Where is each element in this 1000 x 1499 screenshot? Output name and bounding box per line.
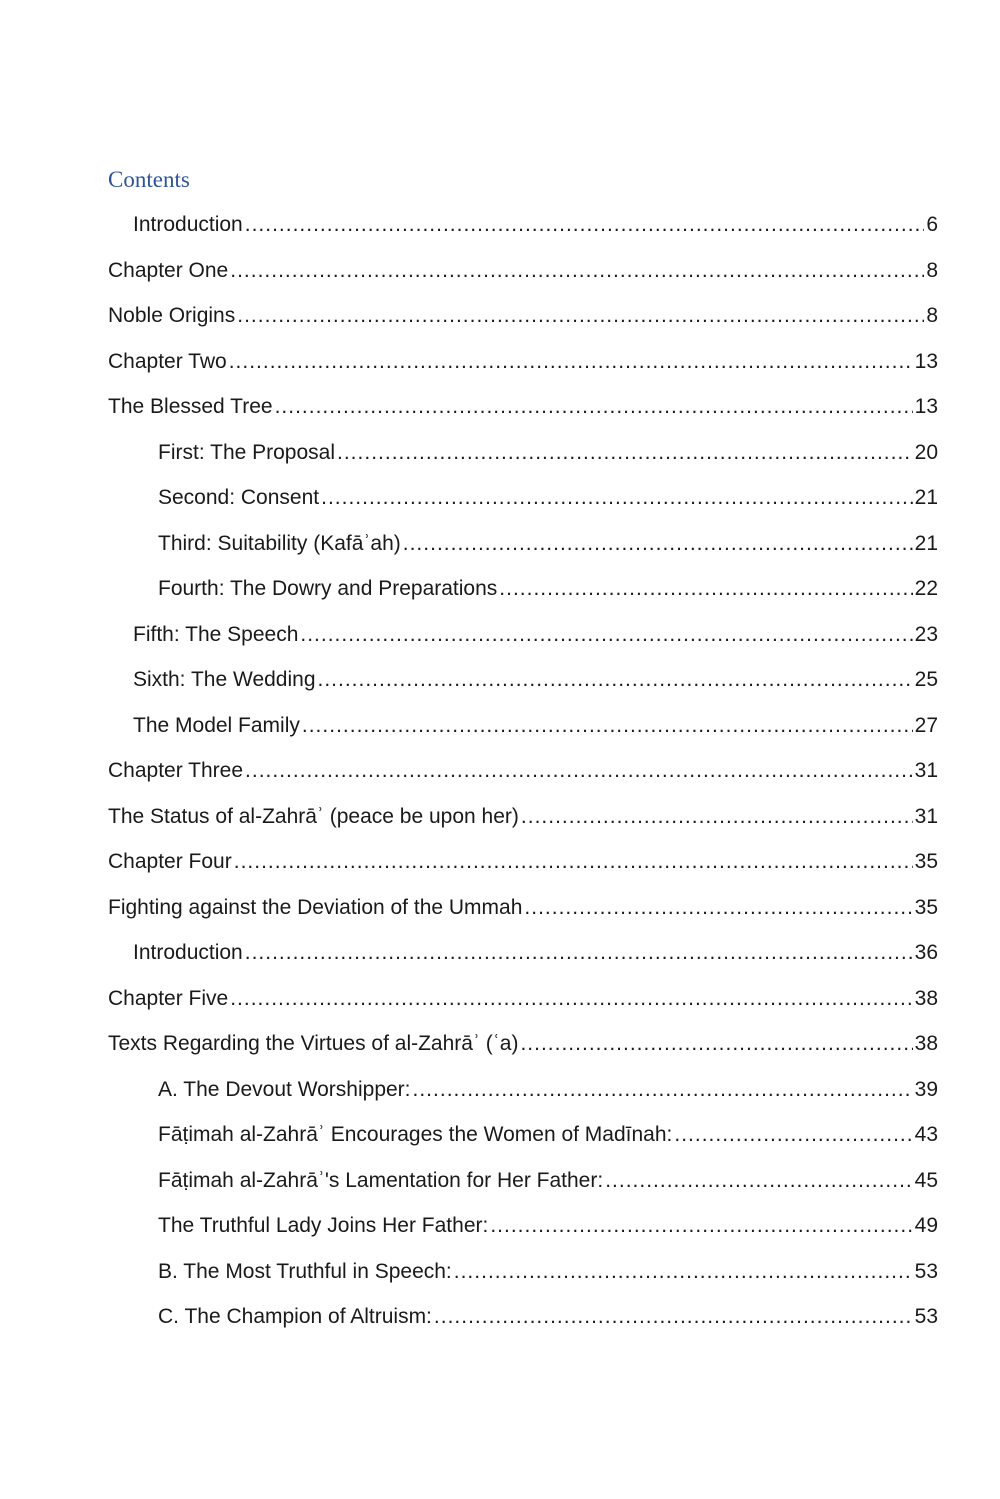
toc-entry-title: Chapter Four: [108, 850, 232, 873]
toc-entry-title: Chapter Two: [108, 349, 227, 373]
toc-dot-leader: [237, 293, 924, 339]
toc-entry-title: Noble Origins: [108, 304, 236, 327]
toc-entry-title: The Status of al-Zahrāʾ (peace be upon her): [108, 804, 519, 828]
toc-dot-leader: [230, 248, 924, 294]
toc-entry-page-number: 38: [914, 1032, 938, 1055]
toc-dot-leader: [245, 202, 925, 248]
toc-entry-title: Fourth: The Dowry and Preparations: [158, 577, 498, 600]
toc-entry-page-number: 27: [914, 713, 938, 737]
toc-entry-page-number: 53: [914, 1259, 938, 1283]
toc-entry-page-number: 43: [914, 1123, 938, 1146]
toc-dot-leader: [321, 475, 913, 521]
toc-entry-title: Chapter One: [108, 258, 229, 282]
toc-entry-page-number: 8: [926, 304, 938, 327]
toc-entry-page-number: 38: [914, 986, 938, 1010]
toc-entry[interactable]: [0, 703, 1000, 749]
toc-entry-page-number: 21: [914, 531, 938, 555]
toc-entry-page-number: 8: [926, 258, 938, 282]
toc-dot-leader: [230, 976, 912, 1022]
toc-entry[interactable]: [0, 430, 1000, 476]
toc-dot-leader: [275, 384, 913, 430]
toc-dot-leader: [499, 566, 912, 612]
toc-dot-leader: [300, 612, 912, 658]
toc-dot-leader: [302, 703, 913, 749]
toc-dot-leader: [413, 1067, 913, 1113]
toc-entry-page-number: 53: [914, 1305, 938, 1328]
toc-entry-title: B. The Most Truthful in Speech:: [158, 1259, 452, 1283]
toc-entry-page-number: 20: [914, 440, 938, 464]
toc-entry[interactable]: [0, 293, 1000, 339]
toc-entry[interactable]: [0, 612, 1000, 658]
toc-entry-page-number: 23: [914, 622, 938, 646]
toc-entry[interactable]: [0, 1158, 1000, 1204]
toc-dot-leader: [245, 748, 913, 794]
toc-entry[interactable]: [0, 202, 1000, 248]
toc-entry[interactable]: [0, 794, 1000, 840]
toc-dot-leader: [521, 794, 913, 840]
toc-dot-leader: [229, 339, 913, 385]
toc-entry-title: Sixth: The Wedding: [133, 668, 316, 691]
toc-dot-leader: [490, 1203, 912, 1249]
toc-heading: Contents: [108, 167, 190, 192]
toc-dot-leader: [318, 657, 913, 703]
toc-entry-title: Fighting against the Deviation of the Ummah: [108, 895, 523, 919]
toc-entry[interactable]: [0, 930, 1000, 976]
toc-entry-title: Introduction: [133, 213, 243, 236]
toc-entry[interactable]: [0, 475, 1000, 521]
toc-entry-page-number: 49: [914, 1214, 938, 1237]
toc-entry-title: Chapter Five: [108, 986, 229, 1010]
toc-entry-page-number: 22: [914, 577, 938, 600]
toc-entry[interactable]: [0, 384, 1000, 430]
toc-entry[interactable]: [0, 1112, 1000, 1158]
toc-dot-leader: [605, 1158, 912, 1204]
toc-entry-page-number: 36: [914, 941, 938, 964]
toc-entry-page-number: 13: [914, 395, 938, 418]
toc-entry[interactable]: [0, 748, 1000, 794]
toc-dot-leader: [454, 1249, 913, 1295]
toc-entry-title: The Model Family: [133, 713, 300, 737]
toc-entry-page-number: 35: [914, 850, 938, 873]
toc-dot-leader: [245, 930, 913, 976]
toc-entry-title: First: The Proposal: [158, 440, 336, 464]
toc-entry[interactable]: [0, 248, 1000, 294]
toc-entry[interactable]: [0, 1021, 1000, 1067]
toc-entry-title: The Blessed Tree: [108, 395, 273, 418]
toc-entry-page-number: 31: [914, 759, 938, 782]
toc-entry-page-number: 35: [914, 895, 938, 919]
toc-entry-page-number: 25: [914, 668, 938, 691]
toc-entry[interactable]: [0, 1203, 1000, 1249]
toc-list: [0, 202, 1000, 1340]
toc-entry[interactable]: [0, 976, 1000, 1022]
toc-entry-title: Fāṭimah al-Zahrāʾ Encourages the Women of Madīnah:: [158, 1123, 673, 1146]
toc-entry-title: C. The Champion of Altruism:: [158, 1305, 432, 1328]
toc-entry-page-number: 45: [914, 1168, 938, 1192]
toc-entry-title: The Truthful Lady Joins Her Father:: [158, 1214, 489, 1237]
toc-entry-page-number: 13: [914, 349, 938, 373]
toc-entry-page-number: 6: [926, 213, 938, 236]
toc-dot-leader: [674, 1112, 912, 1158]
toc-entry[interactable]: [0, 339, 1000, 385]
toc-entry-title: A. The Devout Worshipper:: [158, 1077, 411, 1101]
toc-entry-page-number: 39: [914, 1077, 938, 1101]
toc-entry-title: Fifth: The Speech: [133, 622, 299, 646]
toc-dot-leader: [520, 1021, 912, 1067]
toc-entry[interactable]: [0, 1249, 1000, 1295]
toc-dot-leader: [337, 430, 913, 476]
toc-dot-leader: [234, 839, 913, 885]
toc-entry[interactable]: [0, 1067, 1000, 1113]
toc-dot-leader: [403, 521, 913, 567]
toc-dot-leader: [524, 885, 912, 931]
toc-entry-page-number: 31: [914, 804, 938, 828]
toc-entry[interactable]: [0, 839, 1000, 885]
toc-entry-title: Fāṭimah al-Zahrāʾ's Lamentation for Her Father:: [158, 1168, 604, 1192]
toc-entry-title: Chapter Three: [108, 759, 244, 782]
toc-entry[interactable]: [0, 566, 1000, 612]
toc-dot-leader: [434, 1294, 913, 1340]
toc-entry[interactable]: [0, 1294, 1000, 1340]
toc-entry-title: Introduction: [133, 941, 243, 964]
toc-entry-title: Third: Suitability (Kafāʾah): [158, 531, 401, 555]
toc-entry[interactable]: [0, 521, 1000, 567]
toc-entry-title: Texts Regarding the Virtues of al-Zahrāʾ (ʿa): [108, 1032, 519, 1055]
toc-entry-title: Second: Consent: [158, 486, 320, 509]
toc-entry-page-number: 21: [914, 486, 938, 509]
toc-entry[interactable]: [0, 885, 1000, 931]
toc-entry[interactable]: [0, 657, 1000, 703]
